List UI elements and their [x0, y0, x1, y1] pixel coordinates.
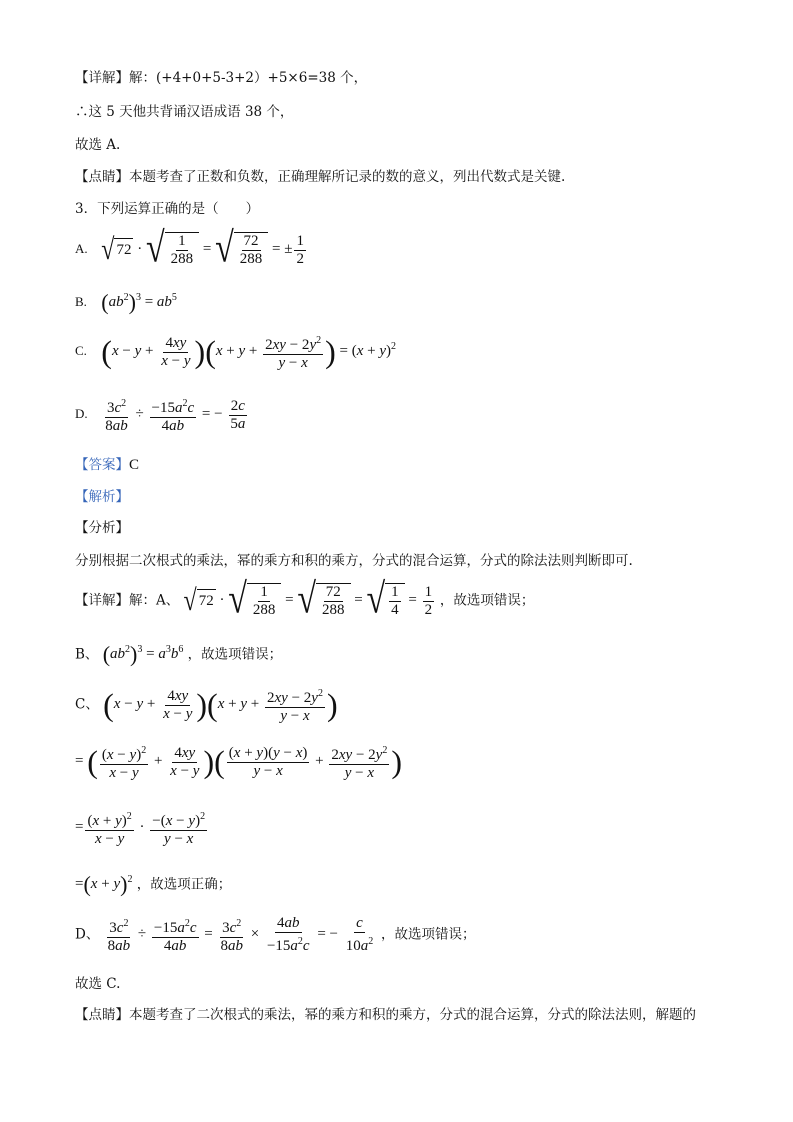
- line-dianjing-1: 【点睛】本题考查了正数和负数，正确理解所记录的数的意义，列出代数式是关键.: [75, 169, 566, 185]
- fenxi-tag: 【分析】: [75, 520, 129, 536]
- detail-c-4: $=(x + y)^2$ ，故选项正确；: [75, 872, 232, 897]
- question-3: 3．下列运算正确的是（ ）: [75, 201, 260, 217]
- analysis-tag: 【解析】: [75, 489, 129, 505]
- answer-line: 【答案】C: [75, 457, 140, 473]
- option-d: D. $\frac{3c^2}{8ab}$ ÷ $\frac{-15a^2c}{4ab}$ = − $\frac{2c}{5a}$: [75, 395, 249, 435]
- detail-c-3: = $\frac{(x + y)^2}{x - y}$ · $\frac{-(x - y)^2}{y - x}$: [75, 808, 209, 848]
- line-dianjing-2: 【点睛】本题考查了二次根式的乘法，幂的乘方和积的乘方，分式的混合运算，分式的除法法则，解题的: [75, 1007, 696, 1023]
- detail-d: D、 $\frac{3c^2}{8ab}$ ÷ $\frac{-15a^2c}{4ab}$ = $\frac{3c^2}{8ab}$ × $\frac{4ab}{-15a^2c}$ = − $\frac{c}{10a^2}$ ，故选项错误；: [75, 915, 476, 954]
- detail-c-2: = ( $\frac{(x - y)^2}{x - y}$ + $\frac{4xy}{x - y}$ )( $\frac{(x + y)(y - x)}{y - x}$ + $\frac{2xy - 2y^2}{y - x}$ ): [75, 744, 402, 781]
- line-choose-c: 故选 C.: [75, 976, 121, 992]
- option-b: B. $(ab^2)^3 = ab^5$: [75, 290, 177, 315]
- line-conclusion: ∴这 5 天他共背诵汉语成语 38 个，: [75, 104, 294, 120]
- option-c: C. (x − y + $\frac{4xy}{x - y}$ )(x + y + $\frac{2xy - 2y^2}{y - x}$ ) = $(x + y)^2$: [75, 334, 397, 371]
- detail-b: B、 $(ab^2)^3 = a^3b^6$ ，故选项错误；: [75, 642, 283, 667]
- line-choose-a: 故选 A.: [75, 137, 121, 153]
- option-a: A. √ 72 · √ $\frac{1}{288}$ = √ $\frac{72}{288}$ = ± $\frac{1}{2}$: [75, 225, 304, 272]
- line-detail-1: 【详解】解：(+4+0+5-3+2）+5×6=38 个，: [75, 70, 368, 86]
- detail-a: 【详解】解：A、 √ 72 · √ $\frac{1}{288}$ = √ $\frac{72}{288}$ = √ $\frac{1}{4}$ = $\frac{1}{2}$ ，故选项错误；: [75, 576, 535, 623]
- fenxi-text: 分别根据二次根式的乘法，幂的乘方和积的乘方，分式的混合运算，分式的除法法则判断即可.: [75, 553, 633, 569]
- detail-c-1: C、 (x − y + $\frac{4xy}{x - y}$ )(x + y + $\frac{2xy - 2y^2}{y - x}$ ): [75, 687, 338, 724]
